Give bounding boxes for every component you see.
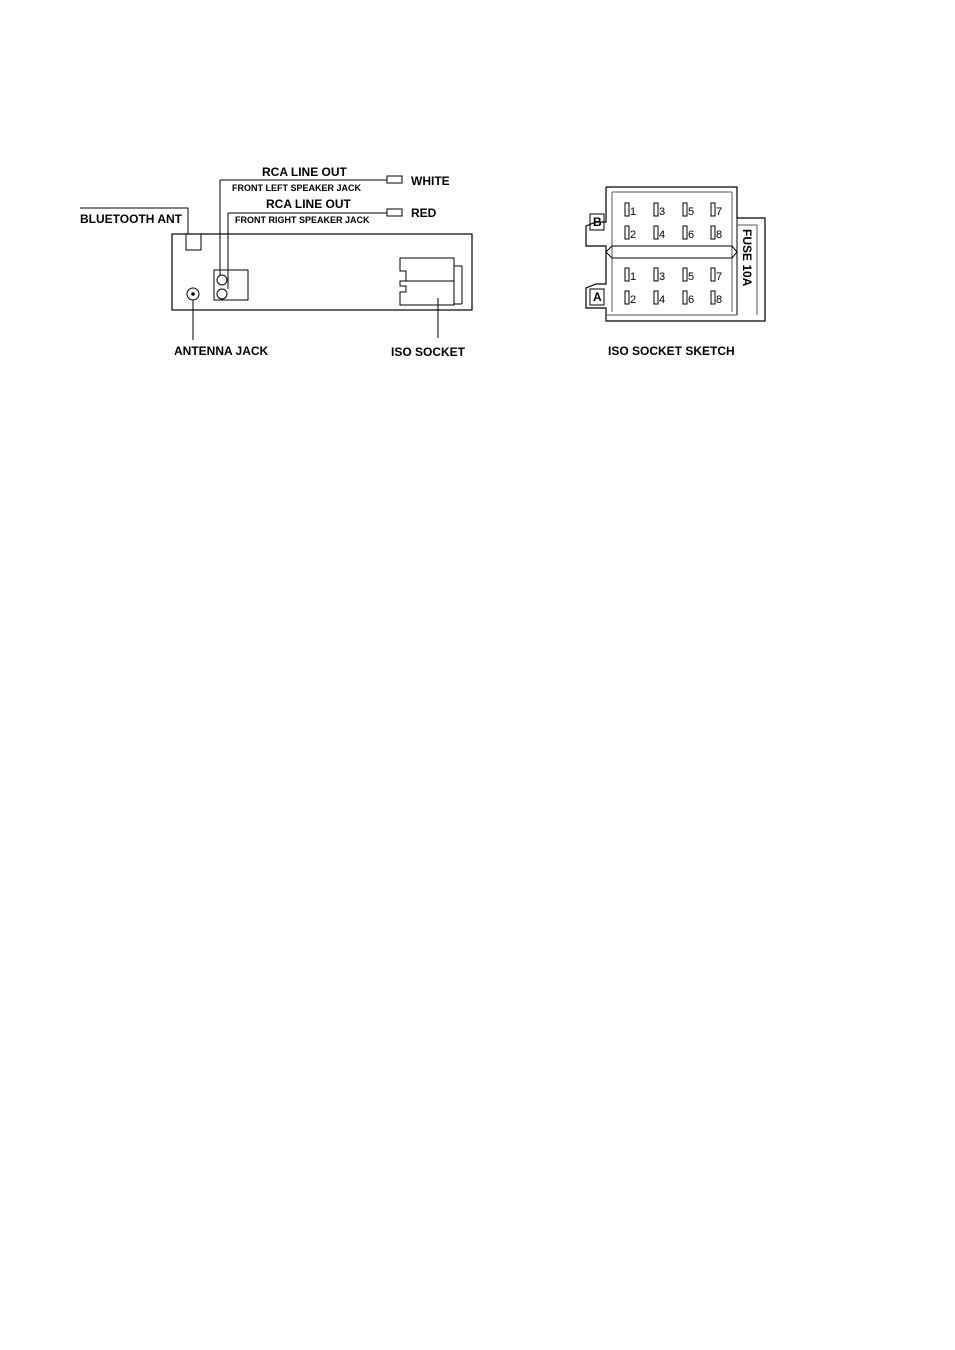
radio-chassis [172, 234, 472, 310]
block-b-pins [625, 203, 722, 241]
pin-slot [711, 203, 715, 216]
bluetooth-connector [186, 234, 201, 250]
pin-slot [683, 203, 687, 216]
iso-socket [400, 258, 462, 305]
rca-jack-right [217, 289, 227, 299]
pin-slot [625, 268, 629, 281]
white-plug [387, 176, 402, 183]
rca-jack-left [217, 275, 227, 285]
rca-left-title: RCA LINE OUT [262, 165, 347, 179]
pin-b8: 8 [716, 229, 723, 241]
pin-a2: 2 [630, 294, 637, 306]
bluetooth-label: BLUETOOTH ANT [80, 212, 182, 226]
block-divider [606, 246, 737, 258]
pin-b2: 2 [630, 229, 637, 241]
block-b-letter: B [593, 215, 602, 229]
pin-b5: 5 [688, 206, 695, 218]
pin-slot [654, 226, 658, 239]
pin-b1: 1 [630, 206, 637, 218]
block-a-letter: A [593, 290, 602, 304]
sketch-caption: ISO SOCKET SKETCH [608, 344, 735, 358]
pin-b3: 3 [659, 206, 666, 218]
pin-a7: 7 [716, 271, 723, 283]
pin-slot [625, 203, 629, 216]
pin-slot [711, 268, 715, 281]
pin-a8: 8 [716, 294, 723, 306]
iso-housing [586, 187, 765, 321]
pin-slot [654, 291, 658, 304]
pin-a5: 5 [688, 271, 695, 283]
pin-slot [625, 291, 629, 304]
pin-a4: 4 [659, 294, 666, 306]
pin-b7: 7 [716, 206, 723, 218]
pin-slot [654, 268, 658, 281]
fuse-label: FUSE 10A [740, 229, 754, 287]
iso-label: ISO SOCKET [391, 345, 466, 359]
iso-socket-sketch [586, 187, 765, 358]
pin-slot [711, 226, 715, 239]
pin-b6: 6 [688, 229, 695, 241]
pin-slot [683, 226, 687, 239]
pin-a6: 6 [688, 294, 695, 306]
block-a-pins [625, 268, 722, 306]
pin-slot [683, 268, 687, 281]
pin-slot [625, 226, 629, 239]
pin-slot [683, 291, 687, 304]
pin-b4: 4 [659, 229, 666, 241]
pin-slot [654, 203, 658, 216]
antenna-jack-center [191, 292, 195, 296]
antenna-label: ANTENNA JACK [174, 344, 269, 358]
pin-a3: 3 [659, 271, 666, 283]
pin-slot [711, 291, 715, 304]
white-label: WHITE [411, 174, 450, 188]
rca-left-subtitle: FRONT LEFT SPEAKER JACK [232, 183, 362, 193]
pin-a1: 1 [630, 271, 637, 283]
red-plug [387, 209, 402, 216]
red-label: RED [411, 206, 437, 220]
rear-panel [80, 165, 472, 359]
rca-right-title: RCA LINE OUT [266, 197, 351, 211]
rca-right-subtitle: FRONT RIGHT SPEAKER JACK [235, 215, 370, 225]
rca-jack-block [214, 270, 248, 300]
